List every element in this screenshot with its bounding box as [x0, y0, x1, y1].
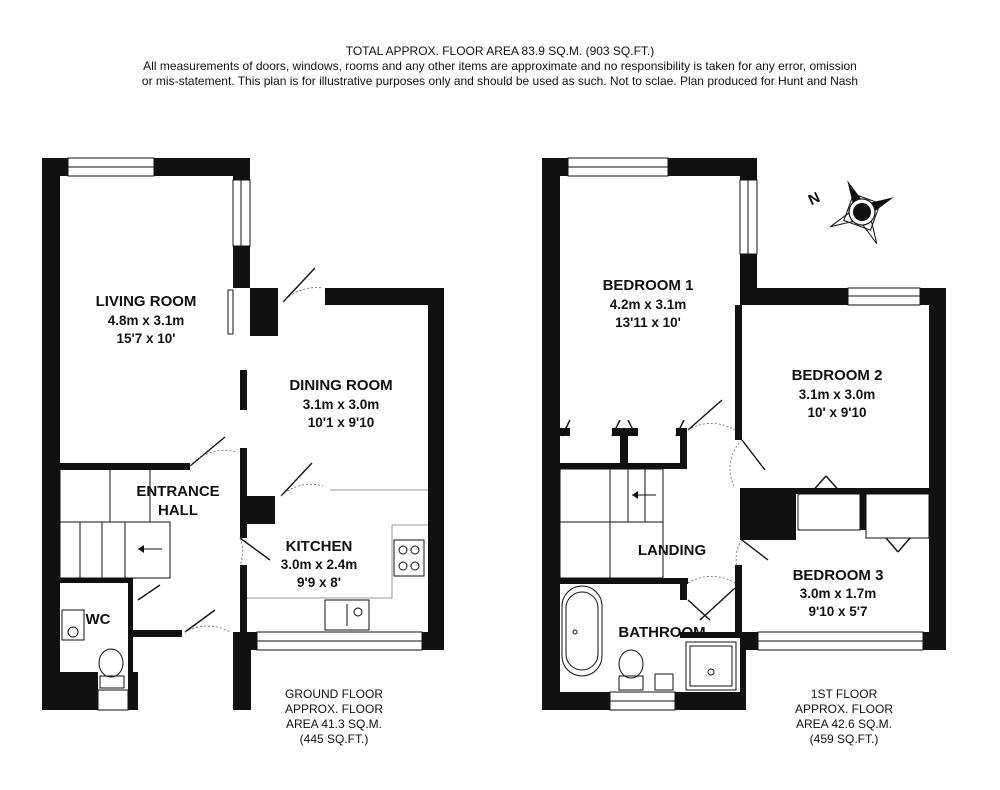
dining-room-metric: 3.1m x 3.0m: [302, 397, 380, 412]
ff-bed1-bed2-wall: [735, 305, 742, 440]
ff-area-line-4: (459 SQ.FT.): [809, 732, 879, 746]
entrance-hall-label-1: ENTRANCE: [136, 483, 220, 500]
gf-fireplace: [228, 290, 233, 334]
gf-living-dining-wall-lower: [240, 448, 247, 538]
disclaimer-line-2: or mis-statement. This plan is for illustrative purposes only and should be used as such. Not to sclae. Plan produced for Hunt and Nash: [141, 74, 859, 88]
total-area-text: TOTAL APPROX. FLOOR AREA 83.9 SQ.M. (903 SQ.FT.): [345, 44, 655, 58]
ff-area-line-3: AREA 42.6 SQ.M.: [795, 717, 893, 731]
ff-landing-bath-wall: [560, 578, 688, 584]
dining-room-label: DINING ROOM: [289, 377, 393, 394]
kitchen-metric: 3.0m x 2.4m: [280, 557, 358, 572]
gf-area-line-1: GROUND FLOOR: [284, 687, 384, 701]
gf-wc-partition: [128, 578, 133, 672]
gf-living-dining-wall-upper: [240, 370, 247, 410]
disclaimer-line-1: All measurements of doors, windows, rooms and any other items are approximate and no responsibility is taken for any error, omission: [143, 59, 857, 73]
ff-bath-east-wall: [740, 632, 746, 710]
ff-area-line-1: 1ST FLOOR: [810, 687, 878, 701]
bathroom-label: BATHROOM: [618, 624, 706, 641]
dining-room-imperial: 10'1 x 9'10: [307, 415, 375, 430]
bedroom3-label: BEDROOM 3: [792, 567, 884, 584]
kitchen-label: KITCHEN: [285, 538, 353, 555]
landing-label: LANDING: [637, 542, 707, 559]
gf-south-porch-wall: [233, 632, 251, 710]
wc-label: WC: [85, 611, 111, 628]
bedroom2-label: BEDROOM 2: [791, 367, 883, 384]
gf-north-wall-dining: [325, 288, 444, 305]
gf-chimney-breast: [250, 288, 278, 336]
bedroom3-imperial: 9'10 x 5'7: [808, 604, 868, 619]
ff-shower: [686, 642, 736, 690]
gf-stair-wall: [60, 578, 130, 583]
living-room-label: LIVING ROOM: [95, 293, 197, 310]
ff-bed1-landing-wall: [560, 463, 685, 469]
gf-wc-south-wall-left: [42, 672, 98, 710]
ff-toilet: [619, 650, 643, 678]
kitchen-imperial: 9'9 x 8': [297, 575, 341, 590]
gf-pillar: [247, 496, 275, 524]
gf-wc-wall: [130, 630, 182, 637]
first-floor-plan: [542, 158, 946, 710]
gf-wc-window: [98, 690, 128, 710]
gf-living-hall-wall: [60, 463, 190, 470]
bedroom2-metric: 3.1m x 3.0m: [798, 387, 876, 402]
ff-area-line-2: APPROX. FLOOR: [794, 702, 894, 716]
ff-bed3-landing-wall: [735, 565, 742, 635]
gf-hall-kitchen-wall: [240, 565, 247, 635]
ff-cupboard-block: [740, 488, 796, 540]
gf-west-wall: [42, 158, 60, 710]
ff-east-wall: [929, 288, 946, 650]
ff-bed2-bed3-wall: [742, 488, 929, 494]
gf-area-line-2: APPROX. FLOOR: [284, 702, 384, 716]
living-room-metric: 4.8m x 3.1m: [107, 313, 185, 328]
gf-area-line-3: AREA 41.3 SQ.M.: [285, 717, 383, 731]
gf-east-wall: [428, 288, 444, 650]
gf-hob: [394, 540, 424, 576]
bedroom2-imperial: 10' x 9'10: [807, 405, 867, 420]
bedroom1-imperial: 13'11 x 10': [615, 315, 681, 330]
gf-area-line-4: (445 SQ.FT.): [299, 732, 369, 746]
bedroom1-metric: 4.2m x 3.1m: [609, 297, 687, 312]
compass-north-label: N: [805, 189, 823, 210]
ff-west-wall: [542, 158, 560, 710]
ff-bed2-wardrobe: [798, 494, 860, 530]
ff-stairs: [560, 469, 663, 578]
living-room-imperial: 15'7 x 10': [116, 331, 176, 346]
bedroom1-label: BEDROOM 1: [602, 277, 694, 294]
compass-rose-icon: [815, 165, 908, 258]
ff-bed3-wardrobe: [866, 494, 929, 538]
bedroom3-metric: 3.0m x 1.7m: [799, 586, 877, 601]
gf-wc-south-wall-right: [128, 672, 138, 710]
entrance-hall-label-2: HALL: [158, 502, 198, 519]
